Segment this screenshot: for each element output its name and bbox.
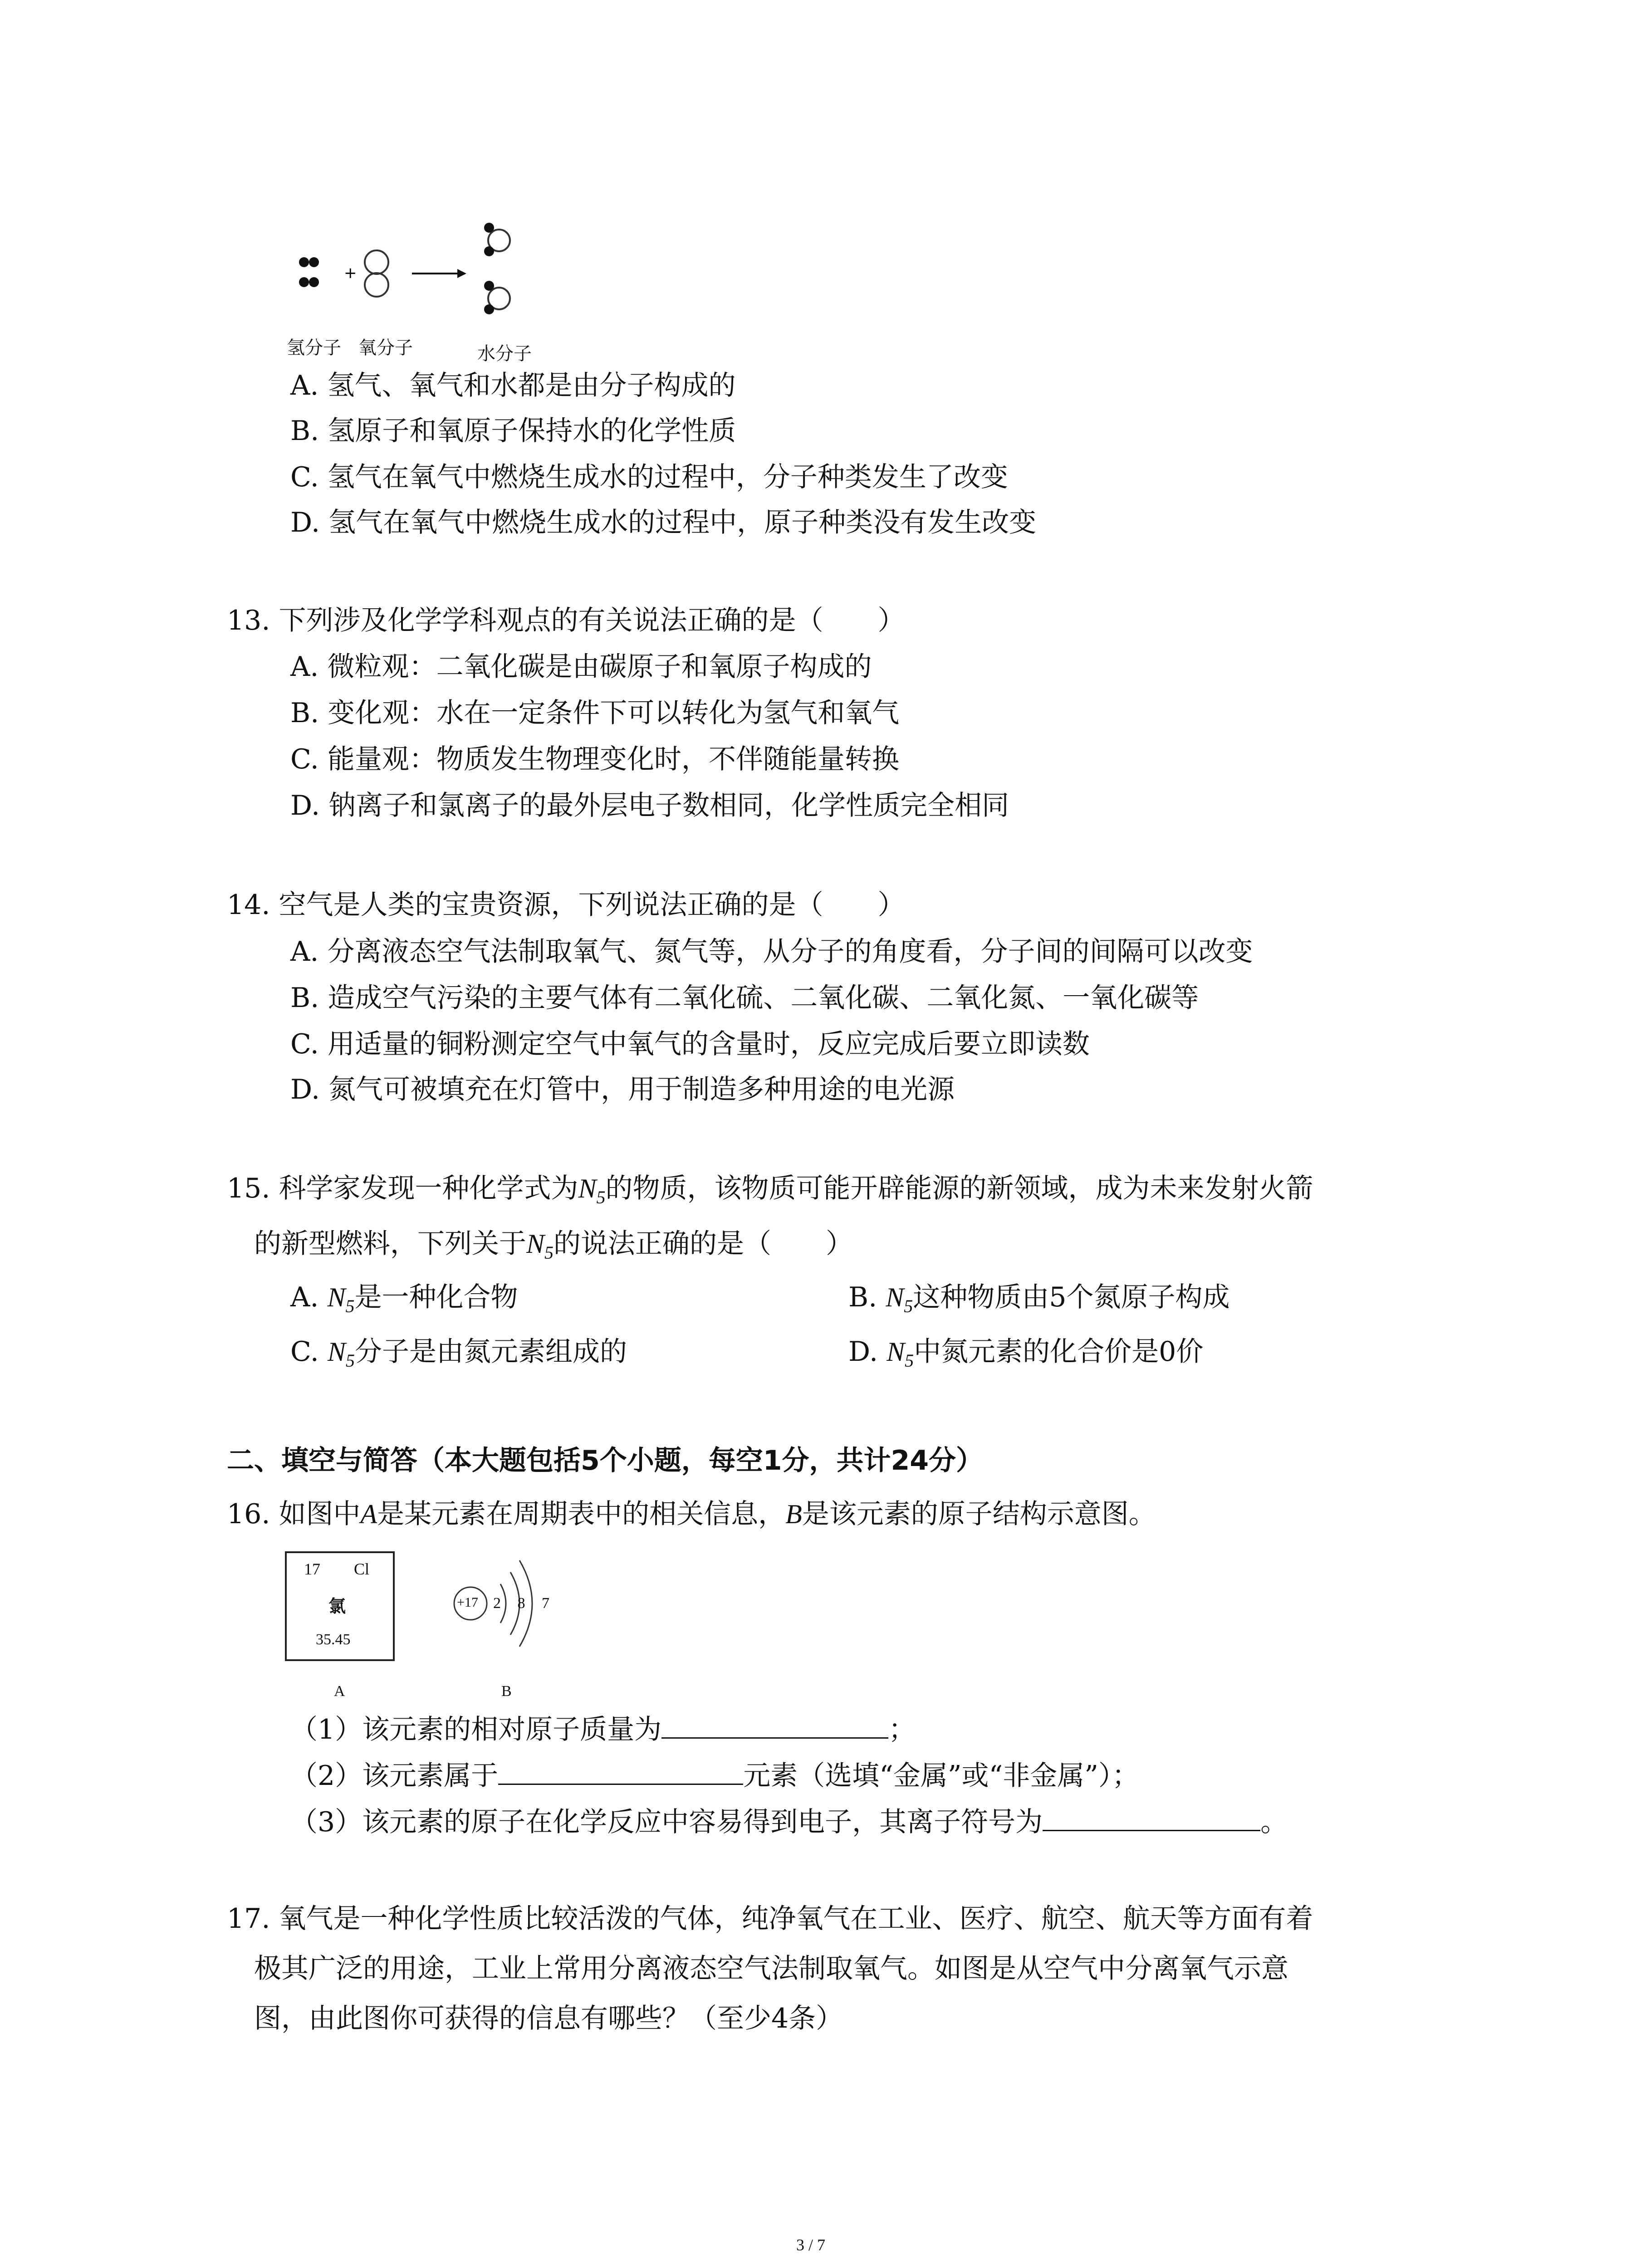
q14-option-c: C. 用适量的铜粉测定空气中氧气的含量时，反应完成后要立即读数 [290, 1028, 1090, 1060]
oxygen-molecule [365, 250, 388, 297]
q13-stem: 13. 下列涉及化学学科观点的有关说法正确的是（ ） [227, 605, 905, 636]
n5-formula: $N_5$ [578, 1173, 606, 1207]
element-tile [285, 1551, 395, 1661]
q15-option-c: C. $N_5$分子是由氮元素组成的 [290, 1336, 627, 1371]
q15-stem-part1: 15. 科学家发现一种化学式为 [227, 1173, 578, 1204]
caption-b: B [501, 1683, 512, 1700]
water-label: 水分子 [477, 343, 532, 364]
answer-blank-3[interactable] [1043, 1806, 1260, 1831]
q15-option-a: A. $N_5$是一种化合物 [290, 1281, 518, 1316]
q14-option-b: B. 造成空气污染的主要气体有二氧化硫、二氧化碳、二氧化氮、一氧化碳等 [290, 982, 1199, 1014]
answer-blank-1[interactable] [661, 1714, 888, 1739]
q16-stem: 16. 如图中A是某元素在周期表中的相关信息，B是该元素的原子结构示意图。 [227, 1498, 1156, 1530]
q15-option-d: D. $N_5$中氮元素的化合价是0价 [848, 1336, 1204, 1371]
element-symbol: Cl [354, 1560, 370, 1578]
page-number: 3 / 7 [796, 2236, 826, 2254]
atomic-number: 17 [304, 1560, 320, 1578]
q16-sub1: （1）该元素的相对原子质量为 ； [290, 1714, 916, 1745]
q12-option-d: D. 氢气在氧气中燃烧生成水的过程中，原子种类没有发生改变 [290, 507, 1037, 538]
q15-stem-part2: 的物质，该物质可能开辟能源的新领域，成为未来发射火箭 [605, 1173, 1313, 1204]
q17-line2: 极其广泛的用途，工业上常用分离液态空气法制取氧气。如图是从空气中分离氧气示意 [254, 1953, 1288, 1984]
answer-blank-2[interactable] [498, 1760, 743, 1785]
q15-stem-line2 [254, 1230, 853, 1262]
q13-option-d: D. 钠离子和氯离子的最外层电子数相同，化学性质完全相同 [290, 790, 1009, 821]
atomic-mass: 35.45 [316, 1631, 351, 1648]
q15-option-b: B. $N_5$这种物质由5个氮原子构成 [848, 1281, 1230, 1316]
nucleus-charge: +17 [457, 1595, 478, 1610]
section-heading: 二、填空与简答（本大题包括5个小题，每空1分，共计24分） [227, 1445, 983, 1476]
q12-option-c: C. 氢气在氧气中燃烧生成水的过程中，分子种类发生了改变 [290, 461, 1008, 493]
q12-option-b: B. 氢原子和氧原子保持水的化学性质 [290, 415, 736, 447]
q13-option-a: A. 微粒观：二氧化碳是由碳原子和氧原子构成的 [290, 651, 872, 683]
electron-shells: 2 8 7 [493, 1595, 556, 1612]
atom-structure-diagram [447, 1542, 574, 1669]
q15-stem-line2-b: 的说法正确的是（ ） [554, 1228, 853, 1260]
q15-stem-line2-a: 的新型燃料，下列关于 [254, 1228, 526, 1260]
oxygen-label: 氧分子 [358, 337, 413, 358]
hydrogen-label: 氢分子 [287, 337, 341, 358]
q13-option-c: C. 能量观：物质发生物理变化时，不伴随能量转换 [290, 743, 899, 775]
q15-stem-line1 [227, 1175, 1313, 1207]
q14-option-d: D. 氮气可被填充在灯管中，用于制造多种用途的电光源 [290, 1074, 955, 1105]
q17-line1: 17. 氧气是一种化学性质比较活泼的气体，纯净氧气在工业、医疗、航空、航天等方面有着 [227, 1903, 1313, 1935]
q16-sub3: （3）该元素的原子在化学反应中容易得到电子，其离子符号为 。 [290, 1806, 1288, 1838]
water-molecules [484, 223, 510, 314]
n5-formula: $N_5$ [526, 1229, 554, 1263]
q16-sub2: （2）该元素属于 元素（选填“金属”或“非金属”）； [290, 1760, 1139, 1792]
reaction-arrow [412, 269, 466, 278]
hydrogen-molecules [299, 257, 319, 287]
q14-stem: 14. 空气是人类的宝贵资源，下列说法正确的是（ ） [227, 889, 905, 921]
q14-option-a: A. 分离液态空气法制取氧气、氮气等，从分子的角度看，分子间的间隔可以改变 [290, 936, 1253, 968]
caption-a: A [334, 1683, 345, 1700]
q17-line3: 图，由此图你可获得的信息有哪些？（至少4条） [254, 2003, 843, 2034]
q13-option-b: B. 变化观：水在一定条件下可以转化为氢气和氧气 [290, 697, 900, 729]
element-name: 氯 [328, 1597, 346, 1616]
plus-sign: + [344, 264, 357, 282]
q12-option-a: A. 氢气、氧气和水都是由分子构成的 [290, 370, 736, 401]
